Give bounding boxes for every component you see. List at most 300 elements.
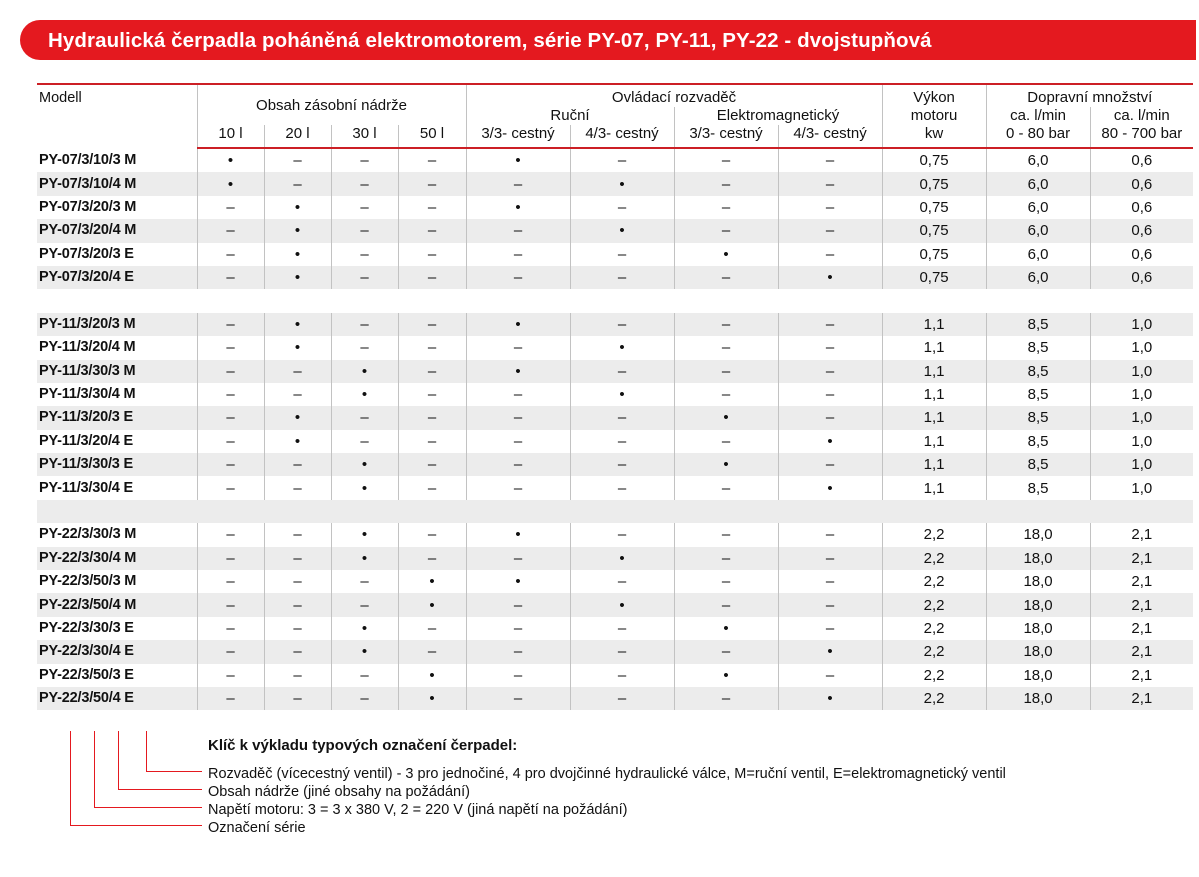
table-row — [37, 219, 1193, 242]
cell-manual-43: – — [570, 313, 674, 336]
cell-tank-50: – — [398, 523, 466, 546]
cell-flow1: 18,0 — [986, 664, 1090, 687]
cell-flow2: 2,1 — [1090, 617, 1193, 640]
cell-power: 0,75 — [882, 266, 986, 289]
cell-em-43: – — [778, 523, 882, 546]
cell-manual-33: • — [466, 196, 570, 219]
cell-model: PY-22/3/30/4 M — [37, 547, 197, 570]
cell-tank-20: • — [264, 406, 331, 429]
group-spacer-row — [37, 289, 1193, 312]
cell-power: 1,1 — [882, 313, 986, 336]
cell-manual-33: – — [466, 617, 570, 640]
table-row — [37, 687, 1193, 710]
cell-flow1: 6,0 — [986, 196, 1090, 219]
cell-manual-43: – — [570, 476, 674, 499]
cell-model: PY-07/3/20/3 E — [39, 245, 134, 262]
cell-em-33: – — [674, 687, 778, 710]
header-flow: Dopravní množství — [986, 84, 1193, 107]
cell-flow2: 2,1 — [1090, 547, 1193, 570]
cell-tank-20: – — [264, 664, 331, 687]
cell-model: PY-11/3/30/3 E — [37, 453, 197, 476]
table-row — [37, 266, 1193, 289]
cell-manual-33: – — [466, 640, 570, 663]
cell-manual-43: – — [570, 453, 674, 476]
cell-tank-10: – — [197, 570, 264, 593]
cell-tank-10: – — [197, 687, 264, 710]
cell-model: PY-22/3/30/4 E — [37, 640, 197, 663]
page-title: Hydraulická čerpadla poháněná elektromotorem, série PY-07, PY-11, PY-22 - dvojstupňová — [48, 29, 932, 52]
cell-flow1: 8,5 — [986, 430, 1090, 453]
cell-tank-50: – — [398, 476, 466, 499]
legend-item-valve: Rozvaděč (vícecestný ventil) - 3 pro jednočiné, 4 pro dvojčinné hydraulické válce, M=ruční ventil, E=elektromagnetický ventil — [208, 766, 1006, 782]
header-valve-manual-33: 3/3- cestný — [466, 125, 570, 148]
table-row — [37, 664, 1193, 687]
cell-em-33: – — [674, 383, 778, 406]
cell-flow1: 18,0 — [986, 640, 1090, 663]
header-valve-em-33: 3/3- cestný — [674, 125, 778, 148]
cell-em-43: – — [778, 219, 882, 242]
cell-tank-20: – — [264, 617, 331, 640]
cell-tank-30: – — [331, 196, 398, 219]
table-row — [37, 336, 1193, 359]
cell-flow1: 6,0 — [986, 219, 1090, 242]
header-tank-50: 50 l — [398, 125, 466, 148]
cell-model: PY-22/3/50/3 M — [39, 573, 137, 590]
cell-em-43: – — [778, 313, 882, 336]
cell-tank-30: • — [331, 617, 398, 640]
cell-tank-30: – — [331, 148, 398, 172]
header-tank-20: 20 l — [264, 125, 331, 148]
cell-manual-33: – — [466, 336, 570, 359]
legend-item-tank: Obsah nádrže (jiné obsahy na požádání) — [208, 784, 470, 800]
cell-tank-20: • — [264, 196, 331, 219]
cell-flow2: 0,6 — [1090, 172, 1193, 195]
cell-manual-33: – — [466, 172, 570, 195]
cell-flow2: 1,0 — [1090, 360, 1193, 383]
cell-em-43: – — [778, 617, 882, 640]
cell-power: 0,75 — [882, 243, 986, 266]
header-power-2: motoru — [882, 107, 986, 125]
cell-tank-30: – — [331, 243, 398, 266]
cell-flow1: 8,5 — [986, 476, 1090, 499]
cell-tank-10: – — [197, 266, 264, 289]
cell-tank-30: – — [331, 406, 398, 429]
cell-tank-10: • — [197, 148, 264, 172]
cell-em-43: – — [778, 593, 882, 616]
cell-tank-20: – — [264, 476, 331, 499]
cell-tank-20: • — [264, 243, 331, 266]
cell-tank-10: – — [197, 640, 264, 663]
cell-em-43: – — [778, 148, 882, 172]
cell-flow2: 1,0 — [1090, 383, 1193, 406]
header-flow-range-2: 80 - 700 bar — [1090, 125, 1193, 148]
cell-manual-33: – — [466, 383, 570, 406]
cell-em-43: – — [778, 383, 882, 406]
cell-tank-20: – — [264, 570, 331, 593]
cell-flow2: 0,6 — [1090, 148, 1193, 172]
cell-manual-43: • — [570, 172, 674, 195]
cell-flow1: 8,5 — [986, 336, 1090, 359]
cell-power: 2,2 — [882, 617, 986, 640]
cell-tank-50: – — [398, 453, 466, 476]
table-body — [37, 148, 1193, 710]
cell-tank-30: • — [331, 360, 398, 383]
cell-flow1: 18,0 — [986, 687, 1090, 710]
cell-model: PY-22/3/30/3 M — [39, 526, 137, 543]
cell-manual-43: – — [570, 664, 674, 687]
cell-model: PY-22/3/50/4 M — [37, 593, 197, 616]
header-model: Modell — [39, 90, 82, 106]
cell-tank-10: – — [197, 430, 264, 453]
cell-tank-10: – — [197, 664, 264, 687]
cell-model: PY-11/3/20/3 M — [37, 313, 197, 336]
cell-tank-10: – — [197, 476, 264, 499]
cell-flow2: 1,0 — [1090, 313, 1193, 336]
header-valve-em-43: 4/3- cestný — [778, 125, 882, 148]
cell-em-33: – — [674, 547, 778, 570]
cell-flow1: 6,0 — [986, 266, 1090, 289]
header-power-1: Výkon — [882, 84, 986, 107]
cell-tank-20: • — [264, 219, 331, 242]
cell-tank-20: • — [264, 313, 331, 336]
cell-manual-33: • — [466, 313, 570, 336]
header-electromagnetic: Elektromagnetický — [674, 107, 882, 125]
cell-tank-30: – — [331, 313, 398, 336]
cell-manual-43: – — [570, 523, 674, 546]
table-row — [37, 196, 1193, 219]
cell-tank-30: – — [331, 430, 398, 453]
cell-manual-33: – — [466, 266, 570, 289]
cell-tank-30: • — [331, 383, 398, 406]
cell-manual-43: – — [570, 360, 674, 383]
cell-power: 2,2 — [882, 547, 986, 570]
cell-manual-43: – — [570, 266, 674, 289]
cell-em-33: • — [674, 664, 778, 687]
cell-model: PY-22/3/50/3 E — [39, 666, 134, 683]
cell-model: PY-07/3/20/4 M — [37, 219, 197, 242]
cell-tank-20: – — [264, 523, 331, 546]
cell-flow2: 1,0 — [1090, 476, 1193, 499]
cell-tank-10: – — [197, 360, 264, 383]
cell-power: 2,2 — [882, 570, 986, 593]
cell-tank-10: – — [197, 617, 264, 640]
table-row — [37, 430, 1193, 453]
cell-tank-50: – — [398, 547, 466, 570]
cell-manual-33: • — [466, 360, 570, 383]
cell-tank-10: – — [197, 547, 264, 570]
cell-model: PY-22/3/50/4 E — [37, 687, 197, 710]
cell-tank-20: • — [264, 430, 331, 453]
cell-flow2: 1,0 — [1090, 406, 1193, 429]
cell-power: 2,2 — [882, 593, 986, 616]
cell-em-33: – — [674, 360, 778, 383]
cell-flow2: 0,6 — [1090, 196, 1193, 219]
cell-em-43: – — [778, 172, 882, 195]
header-flow-unit-2: ca. l/min — [1090, 107, 1193, 125]
cell-model: PY-11/3/20/3 E — [37, 406, 197, 429]
header-flow-range-1: 0 - 80 bar — [986, 125, 1090, 148]
cell-em-43: • — [778, 640, 882, 663]
legend-item-series: Označení série — [208, 820, 306, 836]
cell-flow2: 2,1 — [1090, 687, 1193, 710]
cell-tank-30: • — [331, 453, 398, 476]
table-row — [37, 593, 1193, 616]
cell-manual-43: • — [570, 336, 674, 359]
cell-manual-43: • — [570, 593, 674, 616]
cell-manual-33: • — [466, 523, 570, 546]
cell-tank-20: – — [264, 383, 331, 406]
title-banner — [20, 20, 1196, 60]
cell-tank-50: – — [398, 148, 466, 172]
legend-item-voltage: Napětí motoru: 3 = 3 x 380 V, 2 = 220 V (jiná napětí na požádání) — [208, 802, 628, 818]
cell-tank-20: – — [264, 172, 331, 195]
cell-tank-10: • — [197, 172, 264, 195]
cell-manual-33: – — [466, 219, 570, 242]
cell-flow2: 2,1 — [1090, 570, 1193, 593]
cell-tank-50: • — [398, 593, 466, 616]
table-row — [37, 640, 1193, 663]
cell-tank-20: – — [264, 360, 331, 383]
table-row — [37, 313, 1193, 336]
cell-power: 1,1 — [882, 336, 986, 359]
cell-model: PY-11/3/30/4 E — [39, 479, 133, 496]
cell-tank-50: • — [398, 570, 466, 593]
table-row — [37, 547, 1193, 570]
cell-manual-43: • — [570, 219, 674, 242]
spacer-cell — [37, 500, 1193, 523]
spacer-cell — [37, 289, 1193, 312]
header-tank-10: 10 l — [197, 125, 264, 148]
cell-model: PY-11/3/20/4 E — [39, 432, 133, 449]
cell-em-43: • — [778, 687, 882, 710]
cell-flow1: 18,0 — [986, 570, 1090, 593]
table-row — [37, 383, 1193, 406]
cell-manual-33: – — [466, 243, 570, 266]
cell-em-33: – — [674, 266, 778, 289]
cell-tank-10: – — [197, 243, 264, 266]
cell-manual-43: – — [570, 243, 674, 266]
cell-tank-10: – — [197, 406, 264, 429]
legend-title: Klíč k výkladu typových označení čerpadel: — [208, 737, 518, 754]
cell-em-33: • — [674, 453, 778, 476]
cell-tank-50: – — [398, 383, 466, 406]
cell-power: 0,75 — [882, 196, 986, 219]
cell-em-33: – — [674, 570, 778, 593]
cell-tank-30: • — [331, 547, 398, 570]
cell-tank-30: • — [331, 476, 398, 499]
cell-em-33: – — [674, 593, 778, 616]
cell-manual-43: – — [570, 148, 674, 172]
cell-manual-33: – — [466, 430, 570, 453]
table-row — [37, 243, 1193, 266]
cell-tank-10: – — [197, 593, 264, 616]
cell-tank-30: – — [331, 336, 398, 359]
cell-em-33: – — [674, 523, 778, 546]
cell-tank-30: – — [331, 219, 398, 242]
cell-model: PY-07/3/10/4 M — [37, 172, 197, 195]
cell-manual-33: – — [466, 476, 570, 499]
cell-manual-43: – — [570, 430, 674, 453]
cell-em-33: – — [674, 476, 778, 499]
cell-em-43: – — [778, 196, 882, 219]
cell-tank-20: • — [264, 336, 331, 359]
cell-tank-30: – — [331, 593, 398, 616]
cell-tank-10: – — [197, 383, 264, 406]
cell-power: 1,1 — [882, 476, 986, 499]
cell-flow2: 2,1 — [1090, 523, 1193, 546]
cell-tank-50: – — [398, 313, 466, 336]
cell-manual-33: – — [466, 547, 570, 570]
cell-tank-10: – — [197, 313, 264, 336]
cell-tank-50: • — [398, 687, 466, 710]
cell-em-33: – — [674, 172, 778, 195]
table-row — [37, 360, 1193, 383]
cell-flow1: 6,0 — [986, 172, 1090, 195]
cell-power: 2,2 — [882, 687, 986, 710]
cell-tank-20: • — [264, 266, 331, 289]
cell-flow1: 8,5 — [986, 453, 1090, 476]
cell-em-33: – — [674, 148, 778, 172]
table-row — [37, 148, 1193, 172]
cell-em-43: – — [778, 570, 882, 593]
cell-manual-33: • — [466, 148, 570, 172]
cell-tank-50: – — [398, 196, 466, 219]
cell-model: PY-22/3/30/3 E — [39, 620, 134, 636]
cell-manual-43: – — [570, 196, 674, 219]
table-header — [37, 84, 1193, 148]
cell-em-33: – — [674, 336, 778, 359]
table-row — [37, 406, 1193, 429]
cell-tank-10: – — [197, 453, 264, 476]
cell-em-33: – — [674, 219, 778, 242]
cell-flow2: 2,1 — [1090, 664, 1193, 687]
cell-tank-30: – — [331, 172, 398, 195]
cell-em-43: • — [778, 430, 882, 453]
cell-tank-20: – — [264, 687, 331, 710]
cell-tank-50: – — [398, 172, 466, 195]
cell-model: PY-11/3/20/4 M — [39, 339, 136, 356]
cell-tank-10: – — [197, 219, 264, 242]
cell-power: 1,1 — [882, 383, 986, 406]
cell-flow1: 6,0 — [986, 243, 1090, 266]
table-row — [37, 570, 1193, 593]
cell-em-33: • — [674, 617, 778, 640]
pump-spec-table — [37, 83, 1193, 710]
cell-manual-43: • — [570, 383, 674, 406]
cell-flow2: 2,1 — [1090, 640, 1193, 663]
cell-tank-50: – — [398, 430, 466, 453]
cell-tank-30: – — [331, 570, 398, 593]
cell-flow2: 0,6 — [1090, 243, 1193, 266]
cell-manual-43: – — [570, 406, 674, 429]
table-row — [37, 453, 1193, 476]
cell-flow1: 18,0 — [986, 593, 1090, 616]
cell-em-43: • — [778, 476, 882, 499]
cell-power: 1,1 — [882, 360, 986, 383]
header-power-unit: kw — [882, 125, 986, 148]
cell-flow1: 18,0 — [986, 523, 1090, 546]
header-tank: Obsah zásobní nádrže — [197, 84, 466, 125]
cell-em-43: – — [778, 243, 882, 266]
cell-manual-43: – — [570, 570, 674, 593]
cell-tank-20: – — [264, 148, 331, 172]
cell-flow2: 0,6 — [1090, 266, 1193, 289]
cell-power: 1,1 — [882, 430, 986, 453]
cell-manual-33: – — [466, 593, 570, 616]
cell-manual-43: – — [570, 687, 674, 710]
cell-tank-30: – — [331, 687, 398, 710]
cell-em-43: • — [778, 266, 882, 289]
cell-flow2: 1,0 — [1090, 336, 1193, 359]
cell-em-33: – — [674, 430, 778, 453]
cell-em-43: – — [778, 664, 882, 687]
cell-tank-20: – — [264, 453, 331, 476]
cell-tank-20: – — [264, 593, 331, 616]
header-flow-unit-1: ca. l/min — [986, 107, 1090, 125]
cell-tank-30: • — [331, 523, 398, 546]
cell-tank-50: – — [398, 219, 466, 242]
cell-flow1: 18,0 — [986, 547, 1090, 570]
cell-manual-43: • — [570, 547, 674, 570]
cell-manual-33: – — [466, 687, 570, 710]
cell-model: PY-11/3/30/4 M — [39, 386, 136, 403]
header-tank-30: 30 l — [331, 125, 398, 148]
cell-power: 0,75 — [882, 219, 986, 242]
cell-em-43: – — [778, 406, 882, 429]
cell-manual-33: • — [466, 570, 570, 593]
table-row — [37, 476, 1193, 499]
cell-em-43: – — [778, 453, 882, 476]
cell-em-33: – — [674, 640, 778, 663]
cell-flow1: 8,5 — [986, 313, 1090, 336]
cell-manual-33: – — [466, 453, 570, 476]
cell-model: PY-07/3/20/4 E — [37, 266, 197, 289]
cell-flow1: 18,0 — [986, 617, 1090, 640]
cell-em-33: – — [674, 313, 778, 336]
cell-power: 2,2 — [882, 640, 986, 663]
cell-tank-50: – — [398, 336, 466, 359]
cell-em-33: • — [674, 406, 778, 429]
cell-power: 1,1 — [882, 453, 986, 476]
table-row — [37, 617, 1193, 640]
group-spacer-row — [37, 500, 1193, 523]
cell-em-33: • — [674, 243, 778, 266]
cell-manual-43: – — [570, 640, 674, 663]
cell-tank-50: – — [398, 360, 466, 383]
cell-manual-33: – — [466, 664, 570, 687]
cell-flow2: 1,0 — [1090, 453, 1193, 476]
cell-tank-20: – — [264, 640, 331, 663]
cell-flow2: 1,0 — [1090, 430, 1193, 453]
cell-em-43: – — [778, 360, 882, 383]
cell-model: PY-11/3/30/3 M — [37, 360, 197, 383]
cell-tank-50: • — [398, 664, 466, 687]
cell-tank-50: – — [398, 406, 466, 429]
cell-tank-50: – — [398, 617, 466, 640]
cell-flow1: 8,5 — [986, 406, 1090, 429]
cell-tank-30: • — [331, 640, 398, 663]
cell-tank-10: – — [197, 196, 264, 219]
header-valve: Ovládací rozvaděč — [466, 84, 882, 107]
table-row — [37, 523, 1193, 546]
cell-tank-30: – — [331, 664, 398, 687]
cell-tank-20: – — [264, 547, 331, 570]
cell-manual-33: – — [466, 406, 570, 429]
cell-flow2: 0,6 — [1090, 219, 1193, 242]
cell-power: 2,2 — [882, 523, 986, 546]
cell-power: 0,75 — [882, 148, 986, 172]
cell-manual-43: – — [570, 617, 674, 640]
